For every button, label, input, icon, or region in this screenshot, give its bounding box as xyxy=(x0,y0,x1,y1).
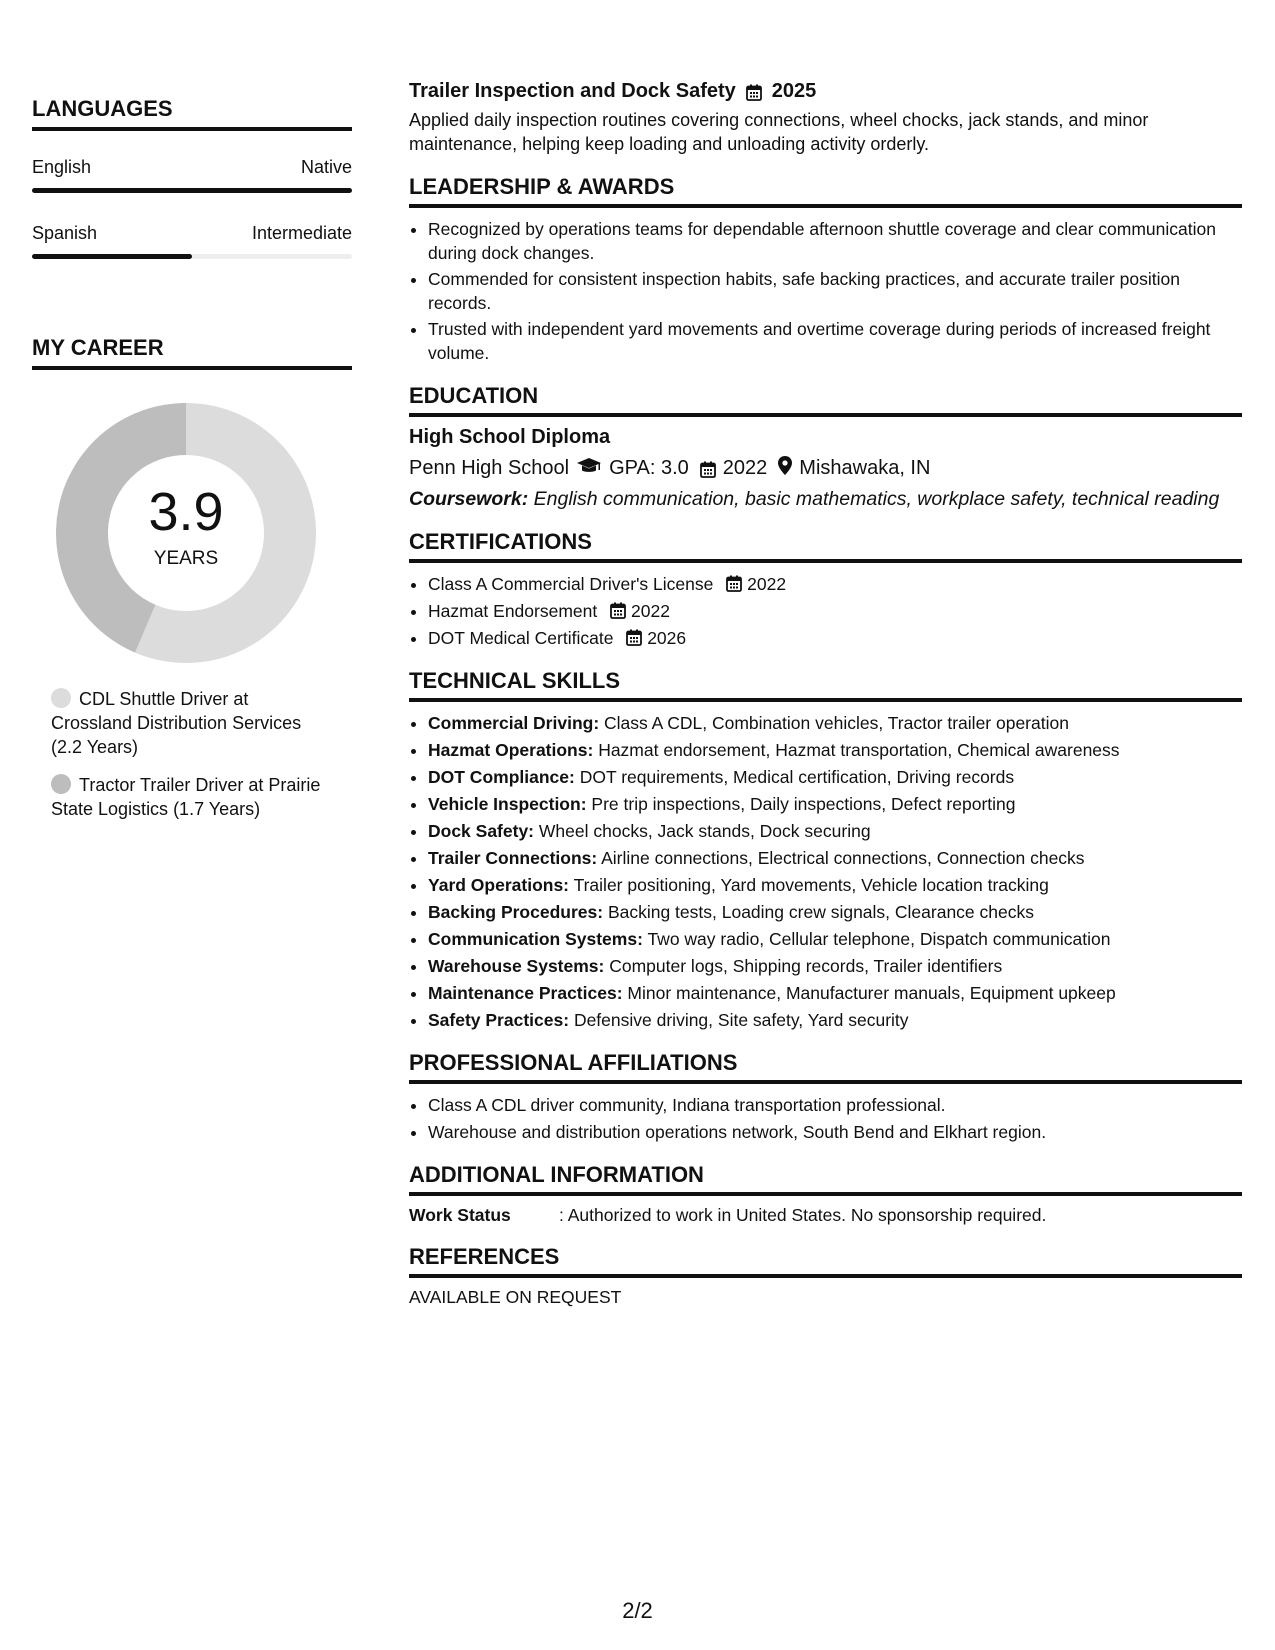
language-bar xyxy=(32,254,352,259)
career-legend-label: CDL Shuttle Driver at Crossland Distribution Services (2.2 Years) xyxy=(51,689,302,757)
language-name: English xyxy=(32,157,92,177)
legend-dot xyxy=(51,688,71,708)
main-column xyxy=(409,80,1242,1308)
certifications-heading: CERTIFICATIONS xyxy=(409,529,1242,563)
calendar-icon xyxy=(610,601,626,617)
education-location: Mishawaka, IN xyxy=(799,457,931,479)
skill-label: Communication Systems: xyxy=(428,929,643,949)
entry-description: Applied daily inspection routines covering connections, wheel chocks, jack stands, and minor maintenance, helping keep loading and unloading activity orderly. xyxy=(409,110,1149,154)
location-pin-icon xyxy=(778,456,792,481)
skill-item xyxy=(428,1008,1242,1032)
skill-value: Wheel chocks, Jack stands, Dock securing xyxy=(538,821,871,841)
skill-label: Trailer Connections: xyxy=(428,848,598,868)
skill-value: Backing tests, Loading crew signals, Clearance checks xyxy=(607,902,1034,922)
page-number: 2/2 xyxy=(622,1598,653,1623)
skill-label: Commercial Driving: xyxy=(428,713,600,733)
language-bar xyxy=(32,188,352,193)
skill-value: Class A CDL, Combination vehicles, Tractor trailer operation xyxy=(604,713,1069,733)
language-bar-fill xyxy=(32,254,192,259)
calendar-icon xyxy=(700,461,716,477)
education-coursework xyxy=(409,487,1242,511)
coursework-text: English communication, basic mathematics, workplace safety, technical reading xyxy=(533,488,1220,510)
language-level: Native xyxy=(300,157,352,177)
skill-label: Dock Safety: xyxy=(428,821,535,841)
education-school: Penn High School xyxy=(409,457,570,479)
coursework-label: Coursework: xyxy=(409,488,529,510)
skill-label: Backing Procedures: xyxy=(428,902,604,922)
certification-year: 2026 xyxy=(647,628,687,648)
skill-item xyxy=(428,900,1242,924)
skill-item xyxy=(428,981,1242,1005)
affiliations-list xyxy=(409,1093,1242,1144)
graduation-cap-icon xyxy=(576,457,602,481)
career-legend-label: Tractor Trailer Driver at Prairie State Logistics (1.7 Years) xyxy=(51,775,321,819)
entry-year: 2025 xyxy=(771,80,817,102)
language-level: Intermediate xyxy=(251,223,352,243)
skill-label: Yard Operations: xyxy=(428,875,570,895)
calendar-icon xyxy=(746,84,762,100)
skill-item xyxy=(428,711,1242,735)
education-degree: High School Diploma xyxy=(409,426,611,448)
certification-name: Hazmat Endorsement xyxy=(428,601,598,621)
skill-item xyxy=(428,954,1242,978)
certification-name: Class A Commercial Driver's License xyxy=(428,574,714,594)
additional-heading: ADDITIONAL INFORMATION xyxy=(409,1162,1242,1196)
list-item: • Commended for consistent inspection habits, safe backing practices, and accurate trailer position records. xyxy=(428,267,1242,315)
skills-heading: TECHNICAL SKILLS xyxy=(409,668,1242,702)
skill-item xyxy=(428,873,1242,897)
work-status-label: Work Status xyxy=(409,1205,511,1225)
list-item: • Class A CDL driver community, Indiana transportation professional. xyxy=(428,1093,1242,1117)
skill-value: Defensive driving, Site safety, Yard security xyxy=(573,1010,909,1030)
career-legend-item xyxy=(51,687,321,759)
skill-value: Airline connections, Electrical connections, Connection checks xyxy=(601,848,1085,868)
skill-value: Two way radio, Cellular telephone, Dispatch communication xyxy=(647,929,1111,949)
career-heading: MY CAREER xyxy=(32,335,352,370)
languages-heading: LANGUAGES xyxy=(32,96,352,131)
list-item: • Trusted with independent yard movements and overtime coverage during periods of increased freight volume. xyxy=(428,317,1242,365)
affiliations-heading: PROFESSIONAL AFFILIATIONS xyxy=(409,1050,1242,1084)
experience-entry-title xyxy=(409,80,1242,103)
list-item: • Recognized by operations teams for dependable afternoon shuttle coverage and clear communication during dock changes. xyxy=(428,217,1242,265)
skill-item xyxy=(428,792,1242,816)
language-name: Spanish xyxy=(32,223,98,243)
education-year: 2022 xyxy=(722,457,768,479)
skills-list xyxy=(409,711,1242,1032)
skill-value: Hazmat endorsement, Hazmat transportation, Chemical awareness xyxy=(598,740,1120,760)
career-legend xyxy=(51,687,321,821)
language-bar-fill xyxy=(32,188,352,193)
career-legend-item xyxy=(51,773,321,821)
skill-item xyxy=(428,846,1242,870)
work-status-value: : Authorized to work in United States. No sponsorship required. xyxy=(559,1205,1047,1225)
skill-value: Pre trip inspections, Daily inspections, Defect reporting xyxy=(591,794,1016,814)
skill-value: Computer logs, Shipping records, Trailer identifiers xyxy=(609,956,1003,976)
calendar-icon xyxy=(626,628,642,644)
leadership-list xyxy=(409,217,1242,365)
skill-label: Safety Practices: xyxy=(428,1010,570,1030)
education-details xyxy=(409,456,1242,481)
skill-item xyxy=(428,765,1242,789)
language-item xyxy=(32,157,352,193)
certification-name: DOT Medical Certificate xyxy=(428,628,614,648)
education-heading: EDUCATION xyxy=(409,383,1242,417)
references-heading: REFERENCES xyxy=(409,1244,1242,1278)
skill-item xyxy=(428,819,1242,843)
skill-value: Trailer positioning, Yard movements, Vehicle location tracking xyxy=(573,875,1049,895)
career-donut-chart xyxy=(56,403,316,663)
work-status-row xyxy=(409,1205,1242,1226)
skill-item xyxy=(428,738,1242,762)
certification-item xyxy=(428,572,1242,596)
education-gpa: GPA: 3.0 xyxy=(609,457,689,479)
sidebar xyxy=(32,96,352,835)
skill-value: Minor maintenance, Manufacturer manuals, Equipment upkeep xyxy=(627,983,1116,1003)
skill-label: Warehouse Systems: xyxy=(428,956,605,976)
skill-value: DOT requirements, Medical certification, Driving records xyxy=(579,767,1015,787)
certification-item xyxy=(428,599,1242,623)
skill-label: DOT Compliance: xyxy=(428,767,575,787)
calendar-icon xyxy=(726,574,742,590)
skill-label: Vehicle Inspection: xyxy=(428,794,587,814)
certification-year: 2022 xyxy=(631,601,670,621)
references-text: AVAILABLE ON REQUEST xyxy=(409,1287,622,1307)
list-item: • Warehouse and distribution operations network, South Bend and Elkhart region. xyxy=(428,1120,1242,1144)
entry-title-text: Trailer Inspection and Dock Safety xyxy=(409,80,736,102)
career-total: 3.9 xyxy=(148,482,224,542)
skill-item xyxy=(428,927,1242,951)
certification-item xyxy=(428,626,1242,650)
certifications-list xyxy=(409,572,1242,650)
skill-label: Hazmat Operations: xyxy=(428,740,594,760)
legend-dot xyxy=(51,774,71,794)
skill-label: Maintenance Practices: xyxy=(428,983,623,1003)
certification-year: 2022 xyxy=(747,574,787,594)
leadership-heading: LEADERSHIP & AWARDS xyxy=(409,174,1242,208)
career-unit: YEARS xyxy=(153,548,219,569)
language-item xyxy=(32,223,352,259)
